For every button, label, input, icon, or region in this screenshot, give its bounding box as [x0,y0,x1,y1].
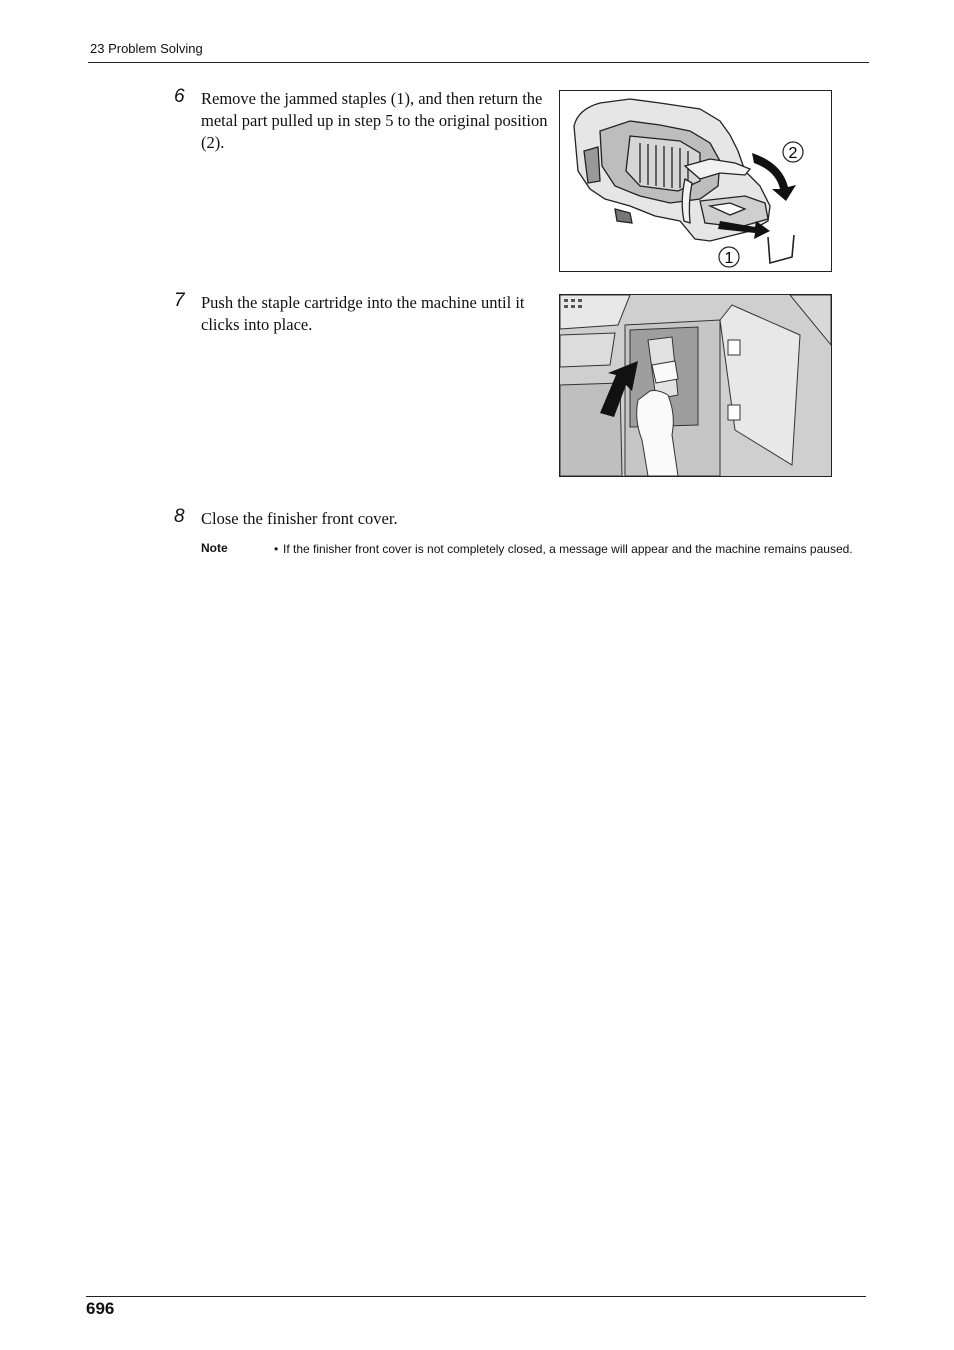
staple-cartridge-illustration [560,91,831,271]
running-header: 23 Problem Solving [90,41,203,56]
step-7-text: Push the staple cartridge into the machine until it clicks into place. [201,293,525,334]
step-6-number: 6 [174,86,185,107]
header-rule [88,62,869,63]
note-text: If the finisher front cover is not completely closed, a message will appear and the machine remains paused. [283,542,853,556]
note-label: Note [201,541,228,555]
note [274,541,864,558]
cartridge-insert-figure [559,294,832,477]
step-8-text: Close the finisher front cover. [201,509,398,528]
callout-2-label: 2 [788,145,798,162]
page-number: 696 [86,1299,115,1318]
finisher-illustration [560,295,831,476]
note-bullet: • [274,542,279,556]
footer-rule [86,1296,866,1297]
step-8-number: 8 [174,506,185,527]
step-7-number: 7 [174,290,185,311]
step-6-text: Remove the jammed staples (1), and then return the metal part pulled up in step 5 to the original position (2). [201,89,548,152]
callout-1-label: 1 [724,250,734,267]
staple-removal-figure [559,90,832,272]
